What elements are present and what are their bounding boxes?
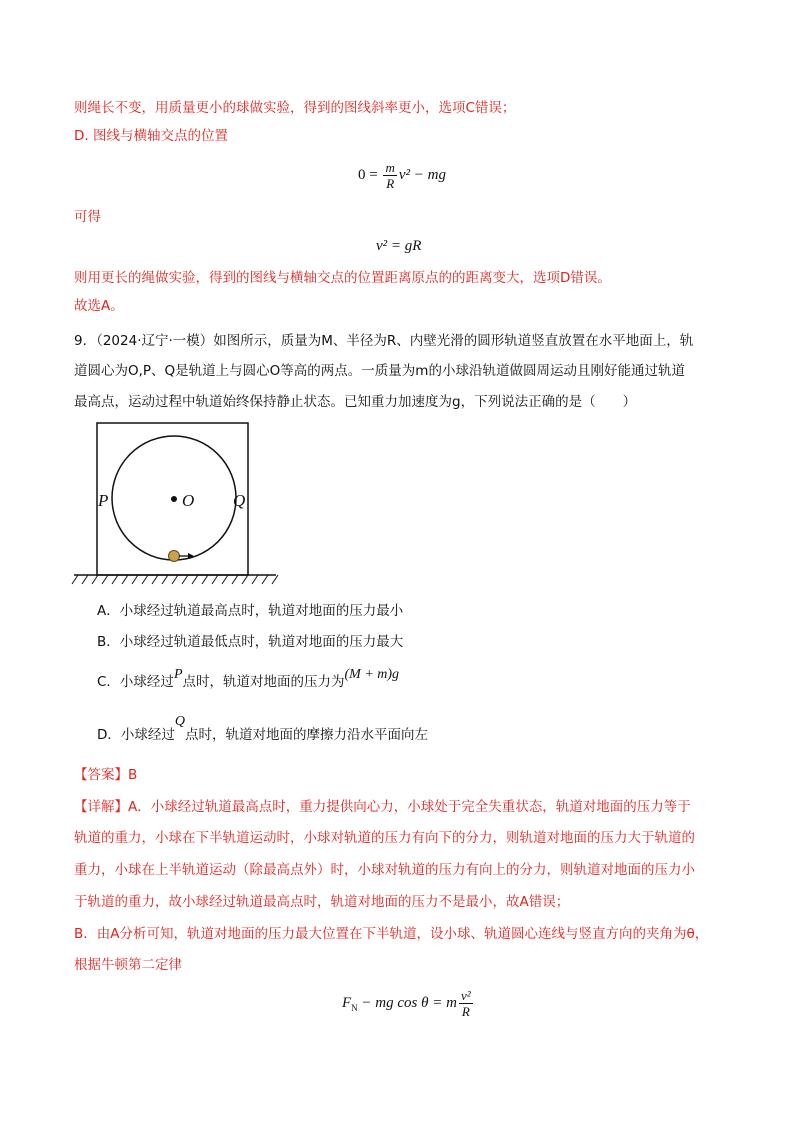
- question-line-2: 道圆心为O,P、Q是轨道上与圆心O等高的两点。一质量为m的小球沿轨道做圆周运动且刚好能通过轨道: [74, 363, 685, 379]
- eq1-denominator: R: [386, 176, 395, 191]
- equation-intercept: 0 = $\frac{m}{R}$ v² − mg: [358, 160, 446, 191]
- option-c-expression: (M + m)g: [344, 667, 400, 682]
- detail-line-6: 根据牛顿第二定律: [74, 957, 182, 973]
- detail-line-5: B．由A分析可知，轨道对地面的压力最大位置在下半轨道，设小球、轨道圆心连线与竖直方向的夹角为θ，: [74, 926, 709, 942]
- text-line-option-c-conclusion: 则绳长不变，用质量更小的球做实验，得到的图线斜率更小，选项C错误；: [74, 100, 516, 116]
- question-line-3: 最高点，运动过程中轨道始终保持静止状态。已知重力加速度为g，下列说法正确的是（ ）: [74, 394, 637, 410]
- option-d: [97, 714, 429, 746]
- option-b: B．小球经过轨道最低点时，轨道对地面的压力最大: [97, 634, 404, 650]
- eq3-force: F: [342, 994, 352, 1011]
- eq1-numerator: m: [385, 160, 395, 175]
- eq3-fraction: [459, 988, 473, 1019]
- eq3-numerator: v²: [460, 988, 471, 1003]
- label-p: P: [98, 491, 109, 510]
- option-a: A．小球经过轨道最高点时，轨道对地面的压力最小: [97, 603, 404, 619]
- option-d-var-q: Q: [174, 714, 186, 729]
- option-c-var-p: P: [173, 667, 183, 682]
- text-line-option-d-conclusion: 则用更长的绳做实验，得到的图线与横轴交点的位置距离原点的的距离变大，选项D错误。: [74, 270, 611, 286]
- detail-line-3: 重力，小球在上半轨道运动（除最高点外）时，小球对轨道的压力有向上的分力，则轨道对地面的压力小: [74, 862, 695, 878]
- equation-newton-second-law: [342, 988, 475, 1019]
- equation-v-squared: v² = gR: [376, 238, 422, 254]
- option-c-mid: 点时，轨道对地面的压力为: [182, 674, 345, 690]
- answer-label: 【答案】B: [74, 767, 138, 783]
- option-c: [97, 667, 400, 693]
- detail-line-1: 【详解】A．小球经过轨道最高点时，重力提供向心力，小球处于完全失重状态，轨道对地面的压力等于: [74, 799, 691, 815]
- label-o: O: [182, 491, 195, 510]
- eq1-lhs: 0: [358, 166, 366, 183]
- eq1-fraction: [383, 160, 396, 191]
- label-q: Q: [233, 491, 246, 510]
- option-c-prefix: C．小球经过: [97, 674, 174, 690]
- option-d-prefix: D．小球经过: [97, 727, 175, 743]
- ground-hatching: [72, 575, 278, 584]
- detail-line-2: 轨道的重力，小球在下半轨道运动时，小球对轨道的压力有向下的分力，则轨道对地面的压力大于轨道的: [74, 830, 695, 846]
- eq3-denominator: R: [461, 1004, 470, 1019]
- question-line-1: 9．（2024·辽宁·一模）如图所示，质量为M、半径为R、内壁光滑的圆形轨道竖直放置在水平地面上，轨: [74, 333, 694, 349]
- eq3-middle: − mg cos θ = m: [357, 994, 457, 1011]
- text-keyi: 可得: [74, 209, 101, 225]
- circular-track-figure: [70, 418, 280, 593]
- ball: [169, 551, 180, 562]
- eq1-rest: v² − mg: [398, 166, 446, 183]
- text-line-option-d-heading: D. 图线与横轴交点的位置: [74, 128, 228, 144]
- center-point: [171, 496, 177, 502]
- option-d-post: 点时，轨道对地面的摩擦力沿水平面向左: [185, 727, 429, 743]
- text-guxuan: 故选A。: [74, 298, 124, 314]
- eq3-force-subscript: N: [351, 1002, 358, 1013]
- detail-line-4: 于轨道的重力，故小球经过轨道最高点时，轨道对地面的压力不是最小，故A错误；: [74, 894, 570, 910]
